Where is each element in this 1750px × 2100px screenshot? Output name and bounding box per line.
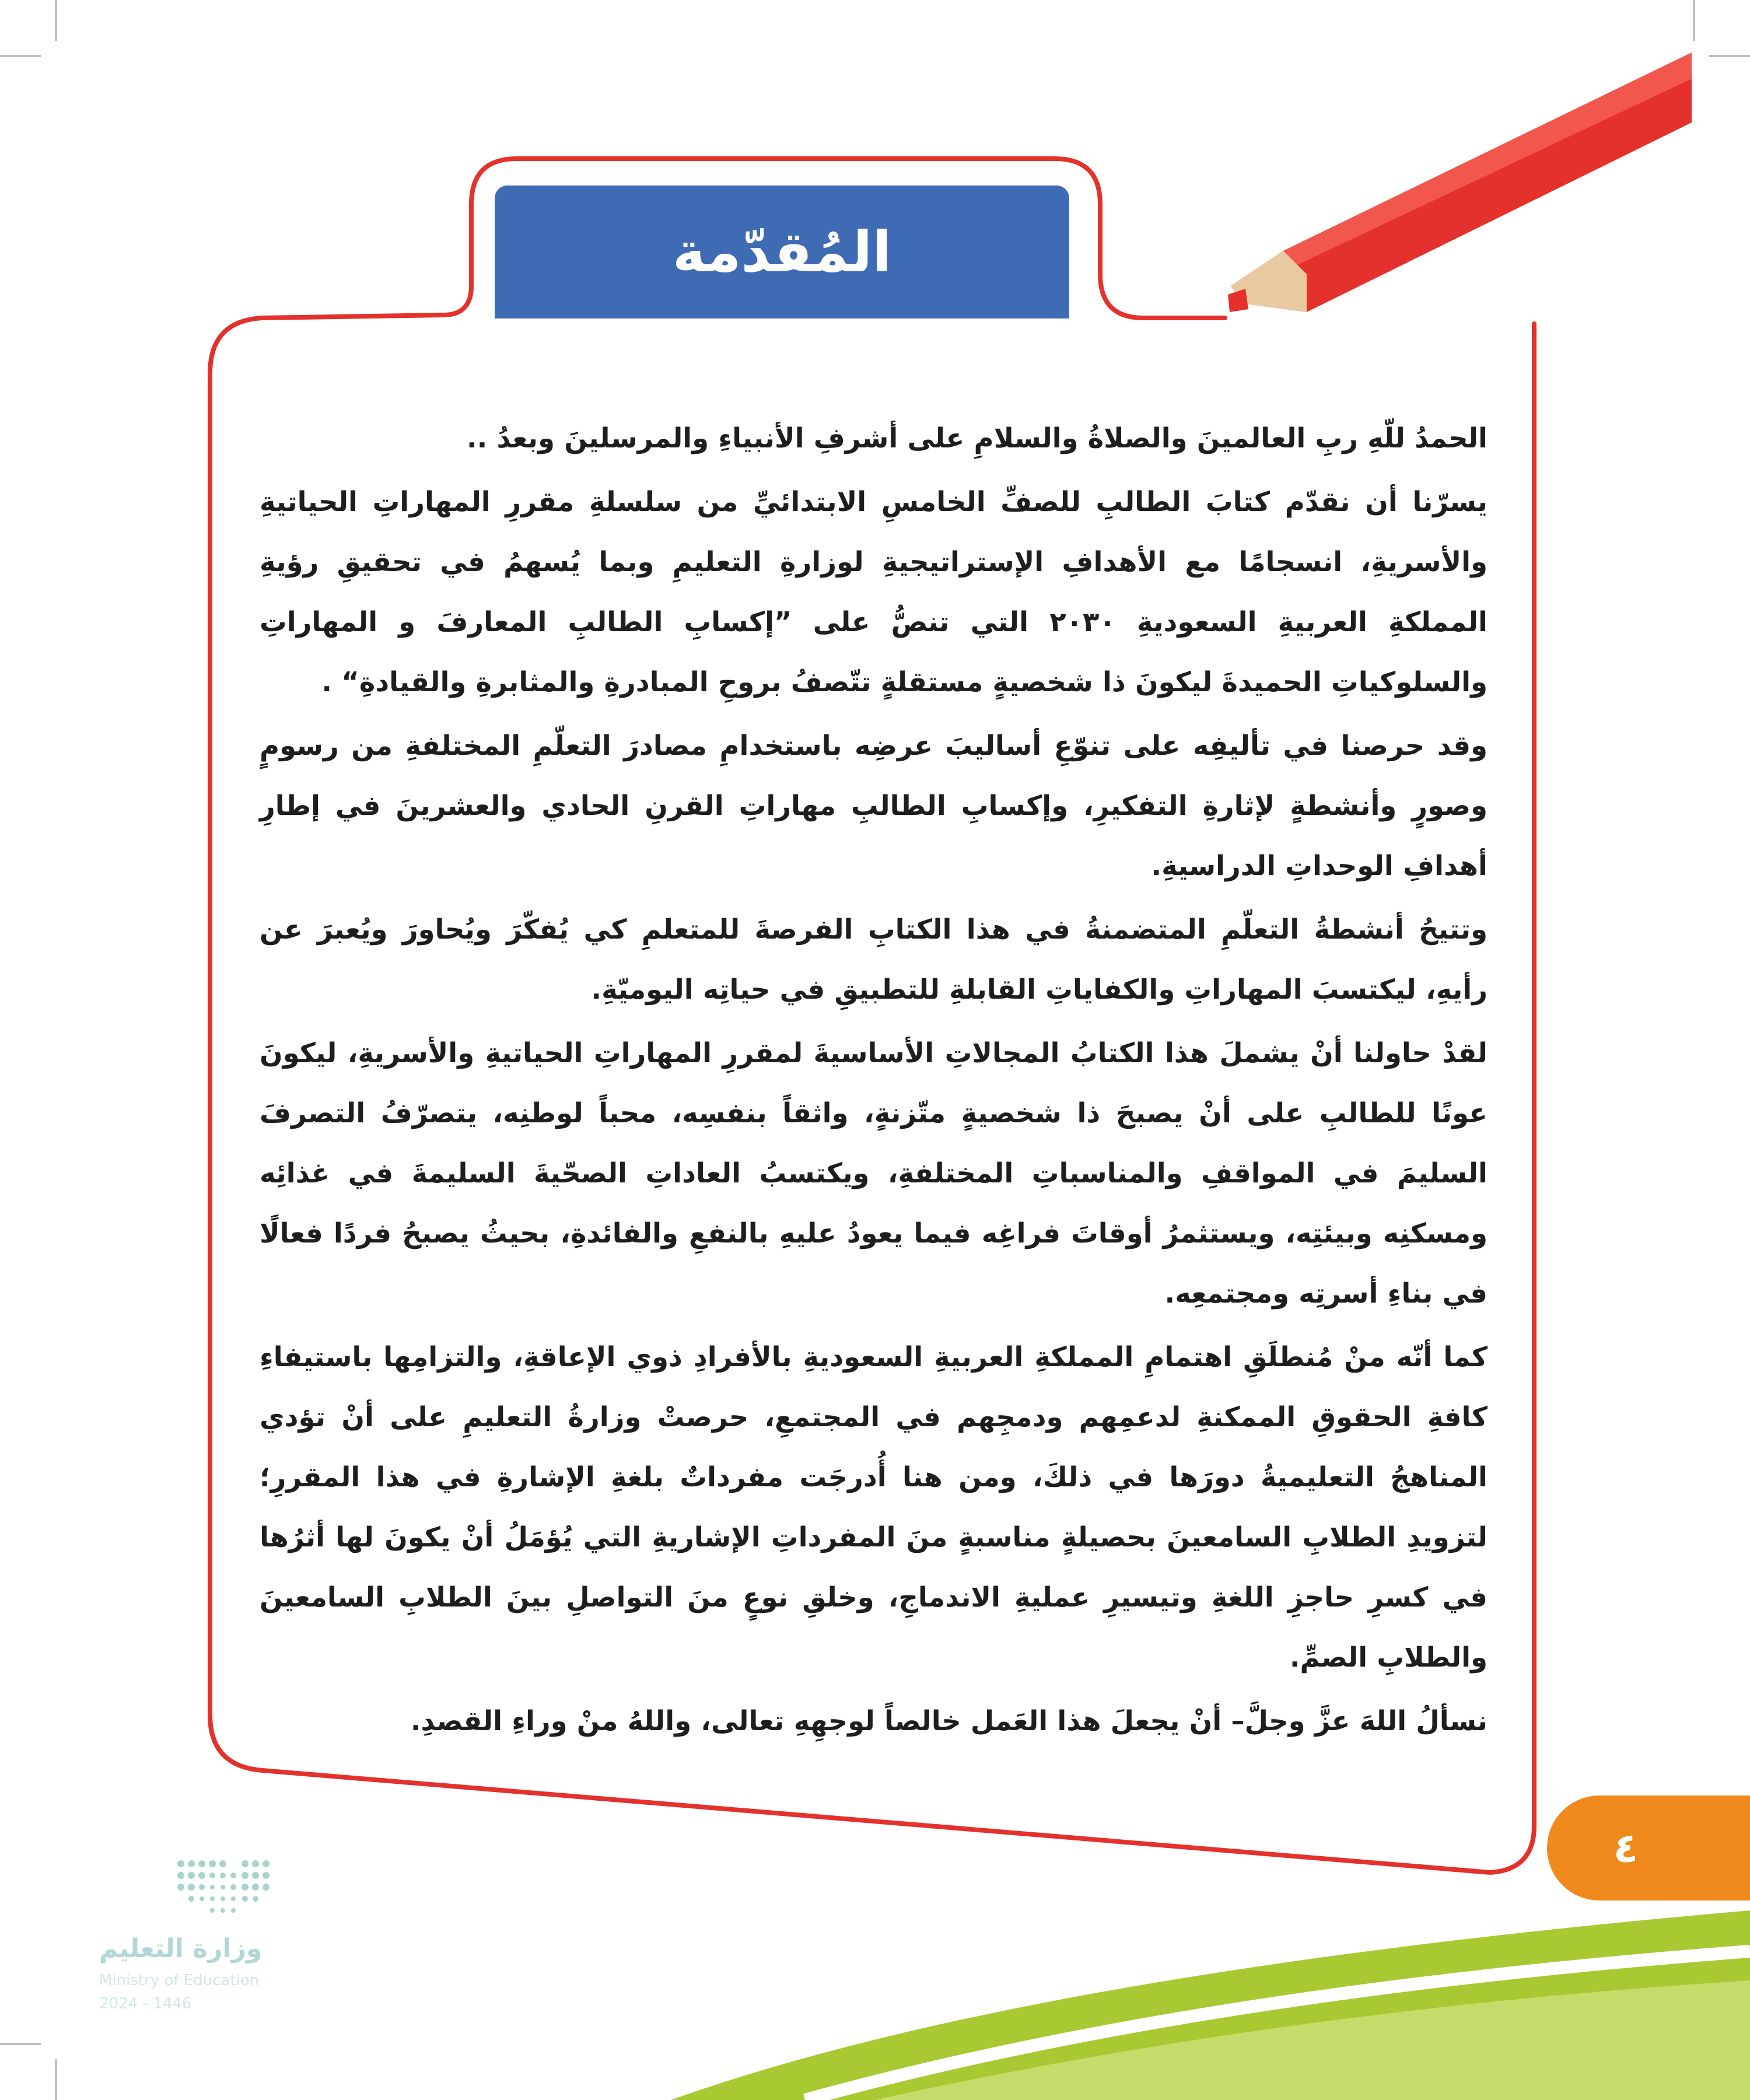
- paragraph: لقدْ حاولنا أنْ يشملَ هذا الكتابُ المجالاتِ الأساسيةَ لمقررِ المهاراتِ الحياتيةِ والأسريةِ، ليكونَ عونًا للطالبِ على أنْ يصبحَ ذا شخصيةٍ متّزنةٍ، واثقاً بنفسِه، محباً لوطنِه، يتصرّفُ التصرفَ السليمَ في المواقفِ والمناسباتِ المختلفةِ، ويكتسبُ العاداتِ الصحّيةَ السليمةَ في غذائِه ومسكنِه وبيئتِه، ويستثمرُ أوقاتَ فراغِه فيما يعودُ عليهِ بالنفعِ والفائدةِ، بحيثُ يصبحُ فردًا فعالًا في بناءِ أسرتِه ومجتمعِه.: [260, 1037, 1488, 1309]
- paragraph: نسألُ اللهَ عزَّ وجلَّ– أنْ يجعلَ هذا العَمل خالصاً لوجهِهِ تعالى، واللهُ منْ وراءِ القصدِ.: [410, 1705, 1488, 1737]
- logo-dots-icon: [93, 1852, 286, 1934]
- pencil-icon: [1228, 52, 1692, 312]
- ministry-name: وزارة التعليم: [99, 1934, 262, 1964]
- page-title: المُقدّمة: [672, 219, 892, 285]
- page-number-tab: [1547, 1796, 1750, 1901]
- ministry-logo: [93, 1852, 286, 2027]
- ministry-year: 2024 - 1446: [99, 1995, 192, 2013]
- page-number: ٤: [1613, 1824, 1639, 1872]
- paragraph: الحمدُ للّهِ ربِ العالمينَ والصلاةُ والسلامِ على أشرفِ الأنبياءِ والمرسلينَ وبعدُ ..: [467, 422, 1488, 454]
- paragraph: وقد حرصنا في تأليفِه على تنوّعِ أساليبَ عرضِه باستخدامِ مصادرَ التعلّمِ المختلفةِ من رسومٍ وصورٍ وأنشطةٍ لإثارةِ التفكيرِ، وإكسابِ الطالبِ مهاراتِ القرنِ الحادي والعشرينَ في إطارِ أهدافِ الوحداتِ الدراسيةِ.: [260, 730, 1488, 881]
- paragraph: كما أنّه منْ مُنطلَقِ اهتمامِ المملكةِ العربيةِ السعوديةِ بالأفرادِ ذوي الإعاقةِ، والتزامِها باستيفاءِ كافةِ الحقوقِ الممكنةِ لدعمِهم ودمجِهم في المجتمعِ، حرصتْ وزارةُ التعليمِ على أنْ تؤدي المناهجُ التعليميةُ دورَها في ذلكَ، ومن هنا أُدرجَت مفرداتٌ بلغةِ الإشارةِ في هذا المقررِ؛ لتزويدِ الطلابِ السامعينَ بحصيلةٍ مناسبةٍ منَ المفرداتِ الإشاريةِ التي يُؤمَلُ أنْ يكونَ لها أثرُها في كسرِ حاجزِ اللغةِ وتيسيرِ عمليةِ الاندماجِ، وخلقِ نوعٍ منَ التواصلِ بينَ الطلابِ السامعينَ والطلابِ الصمِّ.: [260, 1341, 1488, 1673]
- ministry-name-english: Ministry of Education: [99, 1972, 260, 1989]
- title-banner: [495, 186, 1069, 318]
- paragraph: يسرّنا أن نقدّم كتابَ الطالبِ للصفِّ الخامسِ الابتدائيِّ من سلسلةِ مقررِ المهاراتِ الحياتيةِ والأسريةِ، انسجامًا مع الأهدافِ الإستراتيجيةِ لوزارةِ التعليمِ وبما يُسهمُ في تحقيقِ رؤيةِ المملكةِ العربيةِ السعوديةِ ٢٠٣٠ التي تنصُّ على ”إكسابِ الطالبِ المعارفَ و المهاراتِ والسلوكياتِ الحميدةَ ليكونَ ذا شخصيةٍ مستقلةٍ تتّصفُ بروحِ المبادرةِ والمثابرةِ والقيادةِ“ .: [260, 486, 1488, 698]
- introduction-text: [260, 408, 1488, 1755]
- paragraph: وتتيحُ أنشطةُ التعلّمِ المتضمنةُ في هذا الكتابِ الفرصةَ للمتعلمِ كي يُفكّرَ ويُحاورَ ويُعبرَ عن رأيهِ، ليكتسبَ المهاراتِ والكفاياتِ القابلةِ للتطبيقِ في حياتِه اليوميّةِ.: [260, 914, 1488, 1005]
